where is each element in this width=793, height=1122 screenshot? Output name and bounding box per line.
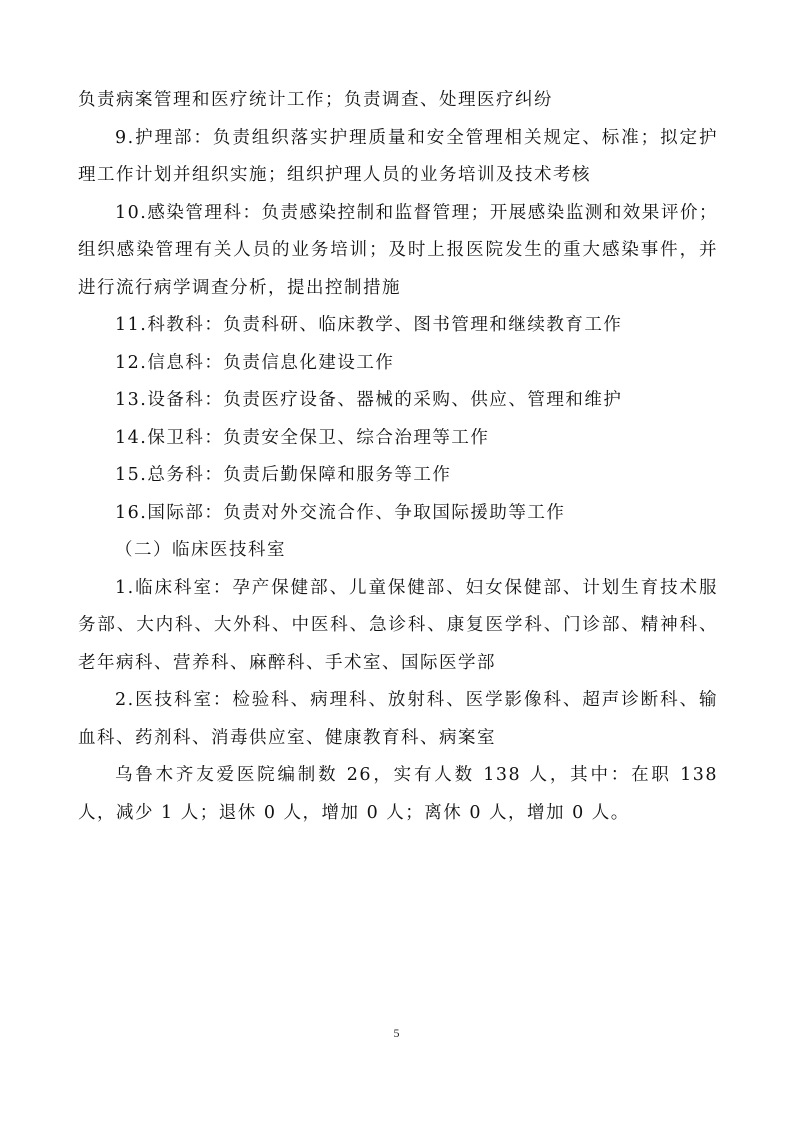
paragraph-staffing-summary: 乌鲁木齐友爱医院编制数 26，实有人数 138 人，其中：在职 138 人，减少 1 人；退休 0 人，增加 0 人；离休 0 人，增加 0 人。 <box>78 765 718 823</box>
paragraph-medical-technology-departments: 2.医技科室：检验科、病理科、放射科、医学影像科、超声诊断科、输血科、药剂科、消毒供应室、健康教育科、病案室 <box>78 690 718 748</box>
paragraph-infection-management: 10.感染管理科：负责感染控制和监督管理；开展感染监测和效果评价；组织感染管理有关人员的业务培训；及时上报医院发生的重大感染事件，并进行流行病学调查分析，提出控制措施 <box>78 202 718 298</box>
paragraph-general-affairs: 15.总务科：负责后勤保障和服务等工作 <box>115 465 452 485</box>
paragraph-medical-records-duties: 负责病案管理和医疗统计工作；负责调查、处理医疗纠纷 <box>78 90 553 110</box>
paragraph-security-department: 14.保卫科：负责安全保卫、综合治理等工作 <box>115 427 490 448</box>
paragraph-equipment-department: 13.设备科：负责医疗设备、器械的采购、供应、管理和维护 <box>115 390 623 410</box>
section-heading-clinical-departments: （二）临床医技科室 <box>115 540 286 560</box>
page-number: 5 <box>393 1026 400 1040</box>
paragraph-information-department: 12.信息科：负责信息化建设工作 <box>115 352 395 373</box>
paragraph-international-department: 16.国际部：负责对外交流合作、争取国际援助等工作 <box>115 502 566 523</box>
paragraph-science-education: 11.科教科：负责科研、临床教学、图书管理和继续教育工作 <box>115 315 623 335</box>
paragraph-clinical-departments: 1.临床科室：孕产保健部、儿童保健部、妇女保健部、计划生育技术服务部、大内科、大外科、中医科、急诊科、康复医学科、门诊部、精神科、老年病科、营养科、麻醉科、手术室、国际医学部 <box>78 577 718 673</box>
paragraph-nursing-department: 9.护理部：负责组织落实护理质量和安全管理相关规定、标准；拟定护理工作计划并组织实施；组织护理人员的业务培训及技术考核 <box>78 127 718 185</box>
document-body <box>78 82 718 832</box>
